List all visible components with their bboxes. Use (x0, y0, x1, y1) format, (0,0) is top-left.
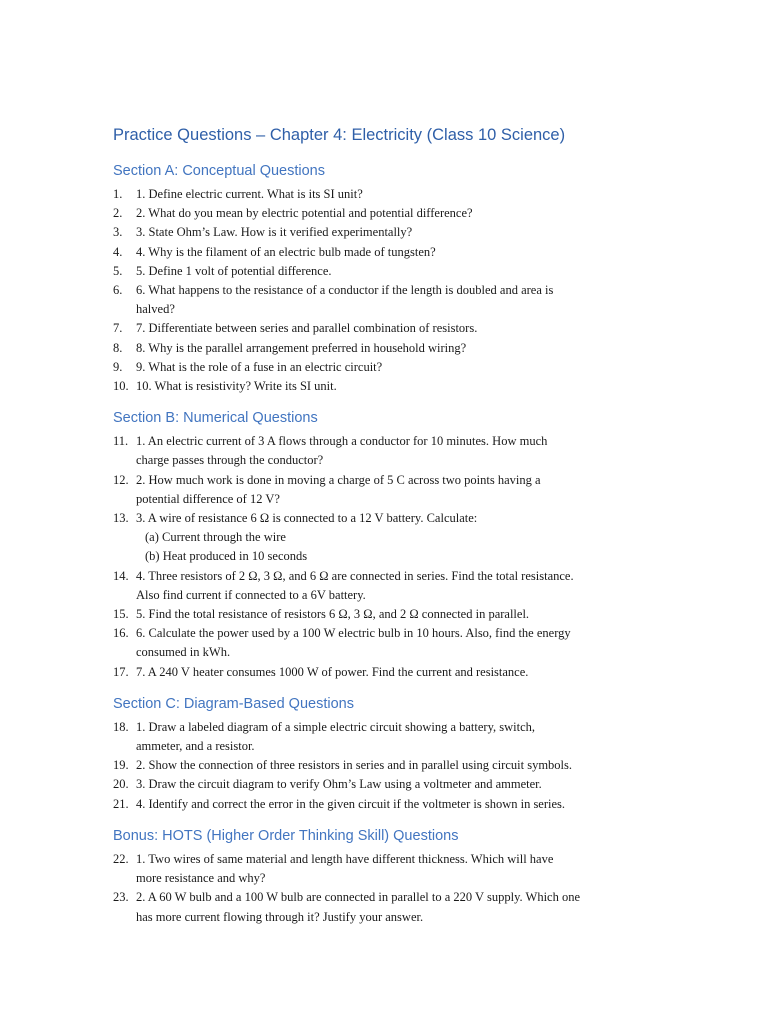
question-text: 4. Identify and correct the error in the given circuit if the voltmeter is shown in series. (136, 796, 566, 811)
section-1 (113, 408, 653, 682)
question-subpart: (a) Current through the wire (145, 530, 286, 545)
document-title: Practice Questions – Chapter 4: Electricity (Class 10 Science) (113, 126, 566, 144)
question-number: 18. (113, 719, 129, 734)
question-item (113, 775, 653, 794)
question-item (113, 795, 653, 814)
question-item (113, 567, 653, 605)
question-text: ammeter, and a resistor. (136, 739, 255, 754)
question-item (113, 432, 653, 470)
question-number: 15. (113, 607, 129, 622)
question-text: 3. State Ohm’s Law. How is it verified experimentally? (136, 225, 413, 240)
section-heading: Section B: Numerical Questions (113, 410, 318, 427)
question-item (113, 204, 653, 223)
question-list (113, 185, 653, 396)
section-heading: Bonus: HOTS (Higher Order Thinking Skill) Questions (113, 827, 459, 844)
question-text: 7. Differentiate between series and parallel combination of resistors. (136, 321, 478, 336)
document-page (113, 123, 653, 939)
question-item (113, 663, 653, 682)
question-item (113, 605, 653, 624)
question-item (113, 756, 653, 775)
question-item (113, 718, 653, 756)
question-number: 4. (113, 244, 123, 259)
question-item (113, 471, 653, 509)
question-text: 3. Draw the circuit diagram to verify Ohm’s Law using a voltmeter and ammeter. (136, 777, 542, 792)
question-number: 17. (113, 664, 129, 679)
question-number: 16. (113, 626, 129, 641)
question-text: 2. How much work is done in moving a charge of 5 C across two points having a (136, 472, 541, 487)
question-text: consumed in kWh. (136, 645, 231, 660)
question-number: 5. (113, 263, 123, 278)
question-text: 1. An electric current of 3 A flows through a conductor for 10 minutes. How much (136, 434, 548, 449)
question-number: 23. (113, 890, 129, 905)
question-subpart: (b) Heat produced in 10 seconds (145, 549, 308, 564)
question-text: 9. What is the role of a fuse in an electric circuit? (136, 359, 383, 374)
question-list (113, 850, 653, 927)
question-number: 14. (113, 568, 129, 583)
question-text: 2. A 60 W bulb and a 100 W bulb are connected in parallel to a 220 V supply. Which one (136, 890, 581, 905)
question-item (113, 281, 653, 319)
question-text: 7. A 240 V heater consumes 1000 W of power. Find the current and resistance. (136, 664, 529, 679)
section-0 (113, 161, 653, 396)
question-text: has more current flowing through it? Justify your answer. (136, 909, 424, 924)
question-text: 5. Find the total resistance of resistors 6 Ω, 3 Ω, and 2 Ω connected in parallel. (136, 607, 530, 622)
question-text: 4. Why is the filament of an electric bulb made of tungsten? (136, 244, 436, 259)
section-heading: Section C: Diagram-Based Questions (113, 695, 354, 712)
question-number: 20. (113, 777, 129, 792)
question-text: more resistance and why? (136, 871, 266, 886)
question-text: 2. What do you mean by electric potential and potential difference? (136, 206, 473, 221)
section-heading: Section A: Conceptual Questions (113, 163, 325, 179)
question-item (113, 624, 653, 662)
question-text: potential difference of 12 V? (136, 491, 280, 506)
question-number: 3. (113, 225, 123, 240)
question-number: 19. (113, 758, 129, 773)
question-text: 6. Calculate the power used by a 100 W electric bulb in 10 hours. Also, find the energy (136, 626, 571, 641)
question-text: 5. Define 1 volt of potential difference. (136, 263, 332, 278)
question-number: 12. (113, 472, 129, 487)
question-number: 1. (113, 187, 123, 201)
question-item (113, 888, 653, 926)
question-text: 1. Draw a labeled diagram of a simple electric circuit showing a battery, switch, (136, 719, 536, 734)
question-item (113, 243, 653, 262)
question-item (113, 339, 653, 358)
question-text: 1. Define electric current. What is its SI unit? (136, 187, 363, 201)
question-number: 11. (113, 434, 129, 449)
question-item (113, 185, 653, 204)
question-text: 6. What happens to the resistance of a conductor if the length is doubled and area is (136, 283, 554, 298)
question-item (113, 850, 653, 888)
question-number: 2. (113, 206, 123, 221)
question-item (113, 262, 653, 281)
question-text: halved? (136, 302, 175, 317)
sections-container (113, 161, 653, 927)
question-number: 13. (113, 511, 129, 526)
question-text: 1. Two wires of same material and length have different thickness. Which will have (136, 851, 554, 866)
question-item (113, 319, 653, 338)
question-text: charge passes through the conductor? (136, 453, 324, 468)
question-number: 9. (113, 359, 123, 374)
question-number: 6. (113, 283, 123, 298)
question-list (113, 432, 653, 682)
section-3 (113, 826, 653, 927)
question-number: 22. (113, 851, 129, 866)
question-number: 21. (113, 796, 129, 811)
question-list (113, 718, 653, 814)
question-text: 8. Why is the parallel arrangement preferred in household wiring? (136, 340, 467, 355)
question-number: 10. (113, 379, 129, 394)
question-item (113, 377, 653, 396)
question-text: 2. Show the connection of three resistors in series and in parallel using circuit symbols. (136, 758, 573, 773)
question-text: 10. What is resistivity? Write its SI unit. (136, 379, 337, 394)
question-number: 8. (113, 340, 123, 355)
section-2 (113, 694, 653, 814)
question-item (113, 223, 653, 242)
question-text: Also find current if connected to a 6V battery. (136, 587, 366, 602)
question-number: 7. (113, 321, 123, 336)
question-item (113, 358, 653, 377)
question-text: 4. Three resistors of 2 Ω, 3 Ω, and 6 Ω are connected in series. Find the total resistance. (136, 568, 574, 583)
question-text: 3. A wire of resistance 6 Ω is connected to a 12 V battery. Calculate: (136, 511, 478, 526)
question-item (113, 509, 653, 567)
